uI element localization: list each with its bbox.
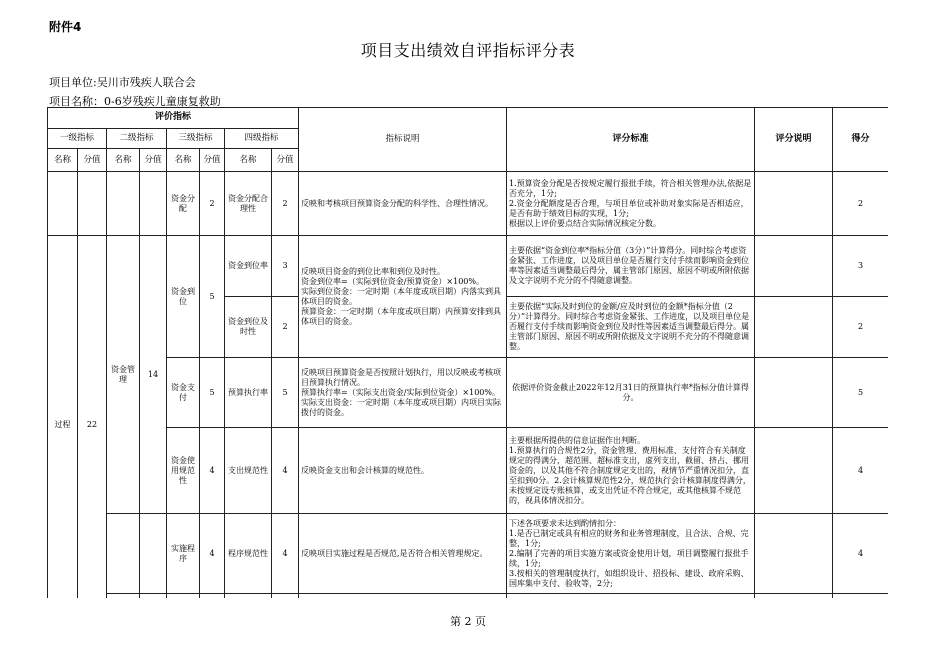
- scoring-criteria: 主要依据“实际及时到位的金额/应及时到位的金额*指标分值（2分）”计算得分。同时综合考虑资金紧张、工作进度，以及项目单位是否履行支付手续而影响资金到位及时性等因素适当调整最后得分。属主管部门原因、原因不明或所附依据及文字说明不充分的不得随意调整。: [507, 297, 755, 358]
- remark-cell: [755, 594, 833, 599]
- l2-score-cell: [140, 594, 167, 599]
- l4-score: 4: [272, 514, 299, 594]
- l2-name-cell: [107, 594, 140, 599]
- page-number: 第 2 页: [450, 615, 486, 628]
- score-result: 2: [833, 297, 888, 358]
- header-l3-name: 名称: [167, 149, 200, 172]
- scoring-criteria: 1.预算资金分配是否按规定履行报批手续，符合相关管理办法,依据是否充分，1分; 2.资金分配额度是否合理，与项目单位或补助对象实际是否相适应，是否有助于绩效目标的实现，1分; 根据以上评价要点结合实际情况核定分数。: [507, 172, 755, 236]
- scoring-criteria: 依据评价资金截止2022年12月31日的预算执行率*指标分值计算得分。: [507, 358, 755, 428]
- scoring-criteria: 下述各项要求未达到酌情扣分： 1.是否已制定或具有相应的财务和业务管理制度，且合法、合规、完整，1分; 2.编制了完善的项目实施方案或资金使用计划，项目调整履行报批手续，1分; 3.按相关的管理制度执行，如组织设计、招投标、建设、政府采购、国库集中支付、验收等，2分;: [507, 514, 755, 594]
- l4-score: 5: [272, 358, 299, 428]
- l3-score: 2: [200, 172, 225, 236]
- score-table: [47, 107, 888, 598]
- l4-name: 支出规范性: [225, 428, 272, 514]
- header-level1: 一级指标: [48, 129, 107, 149]
- criteria-cell: [507, 594, 755, 599]
- indicator-desc: 反映项目预算资金是否按照计划执行，用以反映或考核项目预算执行情况。 预算执行率=（实际支出资金/实际到位资金）×100%。 实际支出资金：一定时期（本年度或项目期）内项目实际拨付的资金。: [299, 358, 507, 428]
- project-name: 项目名称：0-6岁残疾儿童康复救助: [49, 95, 221, 108]
- l3-name: 资金分配: [167, 172, 200, 236]
- l1-name: 过程: [48, 236, 78, 599]
- l3-score: 4: [200, 514, 225, 594]
- scoring-remark: [755, 358, 833, 428]
- l4-name: 资金分配合理性: [225, 172, 272, 236]
- l3-score-cell: [200, 594, 225, 599]
- header-level4: 四级指标: [225, 129, 299, 149]
- header-l1-score: 分值: [78, 149, 107, 172]
- indicator-desc: 反映和考核项目预算资金分配的科学性、合理性情况。: [299, 172, 507, 236]
- header-l2-name: 名称: [107, 149, 140, 172]
- l3-name: 资金到位: [167, 236, 200, 358]
- header-level2: 二级指标: [107, 129, 167, 149]
- l4-name: 资金到位率: [225, 236, 272, 297]
- l4-name: 程序规范性: [225, 514, 272, 594]
- l4-name-cell: [225, 594, 272, 599]
- header-l3-score: 分值: [200, 149, 225, 172]
- table-row: [48, 358, 889, 428]
- header-l4-name: 名称: [225, 149, 272, 172]
- l3-name-cell: [167, 594, 200, 599]
- header-result: 得分: [833, 108, 888, 172]
- scoring-remark: [755, 514, 833, 594]
- l2-name: 资金管理: [107, 236, 140, 514]
- score-result: 4: [833, 514, 888, 594]
- header-eval-indicators: 评价指标: [48, 108, 299, 129]
- scoring-criteria: 主要依据“资金到位率*指标分值（3分）”计算得分。同时综合考虑资金紧张、工作进度，以及项目单位是否履行支付手续而影响资金到位率等因素适当调整最后得分，属主管部门原因、原因不明或所附依据及文字说明不充分的不得随意调整。: [507, 236, 755, 297]
- score-result: 3: [833, 236, 888, 297]
- l1-name-cell: [48, 172, 78, 236]
- l3-score: 4: [200, 428, 225, 514]
- l1-score-cell: [78, 172, 107, 236]
- header-l4-score: 分值: [272, 149, 299, 172]
- l2-score-cell: [140, 172, 167, 236]
- l4-score: 2: [272, 172, 299, 236]
- l3-score: 5: [200, 358, 225, 428]
- l2-name-cell: [107, 514, 140, 594]
- l3-name: 资金使用规范性: [167, 428, 200, 514]
- desc-cell: [299, 594, 507, 599]
- score-result: 4: [833, 428, 888, 514]
- l3-name: 资金支付: [167, 358, 200, 428]
- l4-score: 3: [272, 236, 299, 297]
- l4-name: 预算执行率: [225, 358, 272, 428]
- table-row: [48, 594, 889, 599]
- indicator-desc: 反映资金支出和会计核算的规范性。: [299, 428, 507, 514]
- score-result: 5: [833, 358, 888, 428]
- l2-name-cell: [107, 172, 140, 236]
- header-remark: 评分说明: [755, 108, 833, 172]
- page-title: 项目支出绩效自评指标评分表: [360, 41, 576, 60]
- result-cell: [833, 594, 888, 599]
- l4-score: 4: [272, 428, 299, 514]
- scoring-criteria: 主要根据所提供的信息证据作出判断。 1.预算执行的合规性2分，资金管理、费用标准、支付符合有关制度规定的得满分，超范围、超标准支出，虚列支出，截留、挤占、挪用资金的，以及其他不符合制度规定支出的，视情节严重情况扣分，直至扣到0分。2.会计核算规范性2分，规范执行会计核算制度得满分，未按规定设专账核算，或支出凭证不符合规定，或其他核算不规范的，视具体情况扣分。: [507, 428, 755, 514]
- l3-score: 5: [200, 236, 225, 358]
- table-row: [48, 236, 889, 297]
- score-result: 2: [833, 172, 888, 236]
- indicator-desc: 反映项目实施过程是否规范,是否符合相关管理规定。: [299, 514, 507, 594]
- scoring-remark: [755, 428, 833, 514]
- l3-name: 实施程序: [167, 514, 200, 594]
- header-criteria: 评分标准: [507, 108, 755, 172]
- scoring-remark: [755, 297, 833, 358]
- scoring-remark: [755, 172, 833, 236]
- table-row: [48, 428, 889, 514]
- table-row: [48, 514, 889, 594]
- table-row: [48, 172, 889, 236]
- indicator-desc: 反映项目资金的到位比率和到位及时性。 资金到位率=（实际到位资金/预算资金）×100%。 实际到位资金：一定时期（本年度或项目期）内落实到具体项目的资金。 预算资金：一定时期（本年度或项目期）内预算安排到具体项目的资金。: [299, 236, 507, 358]
- l2-score-cell: [140, 514, 167, 594]
- header-l2-score: 分值: [140, 149, 167, 172]
- l1-score: 22: [78, 236, 107, 599]
- header-level3: 三级指标: [167, 129, 225, 149]
- attachment-label: 附件4: [49, 20, 82, 34]
- scoring-remark: [755, 236, 833, 297]
- l2-score: 14: [140, 236, 167, 514]
- l4-score-cell: [272, 594, 299, 599]
- header-l1-name: 名称: [48, 149, 78, 172]
- score-table-container: [47, 107, 888, 598]
- header-desc: 指标说明: [299, 108, 507, 172]
- project-unit: 项目单位:吴川市残疾人联合会: [49, 76, 196, 89]
- l4-score: 2: [272, 297, 299, 358]
- l4-name: 资金到位及时性: [225, 297, 272, 358]
